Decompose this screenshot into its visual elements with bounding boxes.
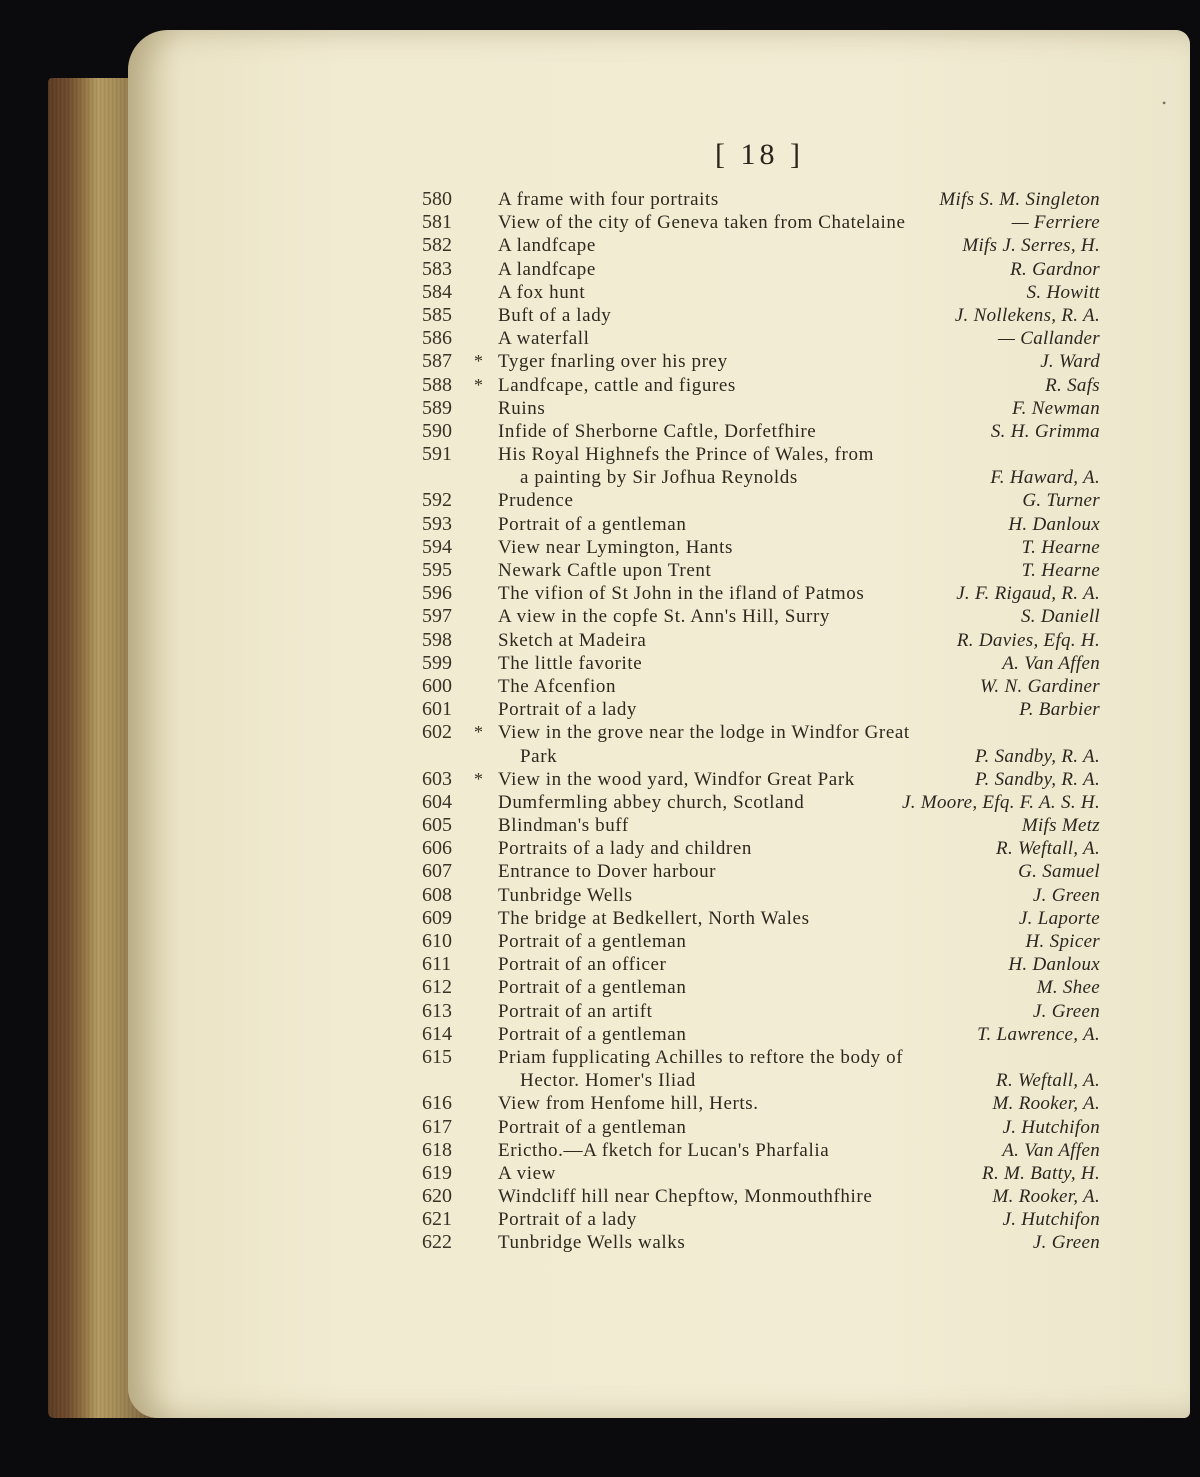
entry-artist: J. F. Rigaud, R. A. bbox=[956, 583, 1100, 605]
entry-number: 587 bbox=[422, 350, 452, 373]
entry-title: Infide of Sherborne Caftle, Dorfetfhire bbox=[498, 420, 817, 442]
entry-number: 600 bbox=[422, 674, 452, 697]
entry-artist: J. Laporte bbox=[1018, 907, 1100, 929]
catalogue-entry bbox=[420, 258, 1110, 281]
entry-artist: G. Samuel bbox=[1018, 861, 1100, 883]
entry-artist: J. Nollekens, R. A. bbox=[954, 304, 1100, 326]
entry-artist: Mifs S. M. Singleton bbox=[939, 189, 1100, 210]
entry-title: Portrait of an artift bbox=[498, 1000, 653, 1022]
entry-number: 614 bbox=[422, 1022, 452, 1045]
entry-artist: J. Moore, Efq. F. A. S. H. bbox=[902, 791, 1100, 813]
catalogue-entry bbox=[420, 536, 1110, 559]
new-work-asterisk: * bbox=[474, 351, 483, 372]
entry-artist: — Callander bbox=[997, 328, 1100, 350]
catalogue-entry bbox=[420, 629, 1110, 652]
entry-title: Prudence bbox=[498, 490, 574, 512]
entry-artist: J. Hutchifon bbox=[1002, 1209, 1100, 1231]
entry-title: a painting by Sir Jofhua Reynolds bbox=[520, 467, 798, 489]
catalogue-entry bbox=[420, 652, 1110, 675]
catalogue-entry bbox=[420, 304, 1110, 327]
entry-number: 588 bbox=[422, 373, 452, 396]
entry-number: 591 bbox=[422, 443, 452, 466]
entry-title: Park bbox=[520, 745, 558, 767]
entry-number: 597 bbox=[422, 605, 452, 628]
entry-number: 620 bbox=[422, 1185, 452, 1208]
catalogue-entry bbox=[420, 1092, 1110, 1115]
entry-title: Portrait of a gentleman bbox=[498, 931, 687, 952]
entry-number: 589 bbox=[422, 396, 452, 419]
catalogue-entry bbox=[420, 953, 1110, 976]
entry-title: Newark Caftle upon Trent bbox=[498, 560, 712, 581]
catalogue-entry bbox=[420, 791, 1110, 814]
catalogue-entry bbox=[420, 721, 1110, 744]
entry-number: 603 bbox=[422, 767, 452, 790]
entry-title: A view bbox=[498, 1162, 556, 1184]
entry-artist: S. Howitt bbox=[1026, 281, 1100, 303]
exhibition-catalogue-list bbox=[420, 188, 1110, 1255]
catalogue-entry bbox=[420, 860, 1110, 883]
entry-title: View from Henfome hill, Herts. bbox=[498, 1093, 759, 1115]
entry-number: 580 bbox=[422, 188, 452, 210]
entry-number: 582 bbox=[422, 234, 452, 257]
catalogue-entry bbox=[420, 698, 1110, 721]
entry-title: Erictho.—A fketch for Lucan's Pharfalia bbox=[498, 1139, 830, 1161]
entry-number: 605 bbox=[422, 814, 452, 837]
entry-title: The Afcenfion bbox=[498, 675, 617, 697]
entry-number: 616 bbox=[422, 1092, 452, 1115]
catalogue-entry bbox=[420, 1046, 1110, 1069]
entry-artist: R. Weftall, A. bbox=[996, 1070, 1100, 1092]
entry-number: 595 bbox=[422, 559, 452, 581]
entry-title: Portraits of a lady and children bbox=[498, 838, 752, 860]
catalogue-entry bbox=[420, 930, 1110, 953]
entry-artist: H. Spicer bbox=[1025, 931, 1100, 952]
catalogue-entry bbox=[420, 1231, 1110, 1254]
catalogue-entry bbox=[420, 513, 1110, 536]
catalogue-entry bbox=[420, 884, 1110, 907]
entry-title: A view in the copfe St. Ann's Hill, Surry bbox=[498, 606, 831, 628]
page-corner-mark: • bbox=[1162, 96, 1167, 110]
entry-title: Tunbridge Wells walks bbox=[498, 1232, 686, 1254]
entry-number: 593 bbox=[422, 512, 452, 535]
entry-number: 594 bbox=[422, 535, 452, 558]
catalogue-entry bbox=[420, 837, 1110, 860]
entry-artist: Mifs J. Serres, H. bbox=[962, 235, 1100, 257]
entry-title: A frame with four portraits bbox=[498, 189, 719, 210]
entry-artist: J. Green bbox=[1032, 1000, 1100, 1022]
catalogue-entry bbox=[420, 976, 1110, 999]
entry-title: Portrait of an officer bbox=[498, 954, 667, 976]
entry-title: A landfcape bbox=[498, 235, 596, 257]
entry-title: Dumfermling abbey church, Scotland bbox=[498, 791, 805, 813]
entry-artist: T. Hearne bbox=[1021, 536, 1100, 558]
catalogue-entry bbox=[420, 489, 1110, 512]
entry-artist: T. Hearne bbox=[1021, 560, 1100, 581]
catalogue-entry bbox=[420, 188, 1110, 211]
entry-title: Portrait of a gentleman bbox=[498, 977, 687, 999]
entry-artist: R. Davies, Efq. H. bbox=[956, 629, 1100, 651]
catalogue-entry bbox=[420, 1000, 1110, 1023]
entry-artist: R. M. Batty, H. bbox=[982, 1162, 1100, 1184]
entry-artist: H. Danloux bbox=[1008, 513, 1100, 535]
entry-number: 596 bbox=[422, 582, 452, 605]
catalogue-entry bbox=[420, 907, 1110, 930]
entry-number: 611 bbox=[422, 953, 452, 976]
entry-artist: P. Sandby, R. A. bbox=[975, 745, 1100, 767]
catalogue-entry bbox=[420, 675, 1110, 698]
entry-number: 607 bbox=[422, 860, 452, 883]
catalogue-entry bbox=[420, 1162, 1110, 1185]
catalogue-entry bbox=[420, 605, 1110, 628]
catalogue-entry bbox=[420, 374, 1110, 397]
entry-title: Blindman's buff bbox=[498, 815, 629, 837]
catalogue-entry bbox=[420, 1185, 1110, 1208]
entry-number: 604 bbox=[422, 790, 452, 813]
entry-title: Hector. Homer's Iliad bbox=[520, 1070, 696, 1092]
entry-title: Priam fupplicating Achilles to reftore the body of bbox=[498, 1046, 904, 1068]
entry-title: Sketch at Madeira bbox=[498, 629, 647, 651]
entry-artist: R. Safs bbox=[1045, 374, 1100, 396]
entry-title: Portrait of a gentleman bbox=[498, 1023, 687, 1045]
entry-artist: R. Gardnor bbox=[1010, 258, 1100, 280]
entry-artist: R. Weftall, A. bbox=[996, 838, 1100, 860]
new-work-asterisk: * bbox=[474, 722, 483, 743]
entry-number: 619 bbox=[422, 1161, 452, 1184]
entry-number: 584 bbox=[422, 280, 452, 303]
catalogue-entry bbox=[420, 582, 1110, 605]
catalogue-entry bbox=[420, 1139, 1110, 1162]
entry-title: Buft of a lady bbox=[498, 304, 612, 326]
entry-title: Portrait of a gentleman bbox=[498, 513, 687, 535]
catalogue-entry bbox=[420, 1023, 1110, 1046]
entry-artist: M. Shee bbox=[1036, 977, 1100, 999]
entry-title: View of the city of Geneva taken from Chatelaine bbox=[498, 212, 906, 234]
catalogue-entry bbox=[420, 234, 1110, 257]
catalogue-entry-continuation bbox=[420, 1069, 1110, 1092]
entry-artist: A. Van Affen bbox=[1002, 652, 1100, 674]
entry-number: 613 bbox=[422, 999, 452, 1022]
entry-artist: M. Rooker, A. bbox=[992, 1093, 1100, 1115]
entry-title: Portrait of a lady bbox=[498, 1209, 638, 1231]
entry-artist: J. Green bbox=[1032, 1232, 1100, 1254]
catalogue-entry-continuation bbox=[420, 745, 1110, 768]
entry-title: A landfcape bbox=[498, 258, 596, 280]
catalogue-entry bbox=[420, 559, 1110, 582]
entry-number: 592 bbox=[422, 489, 452, 512]
entry-title: The bridge at Bedkellert, North Wales bbox=[498, 907, 810, 929]
entry-artist: P. Barbier bbox=[1019, 699, 1100, 721]
catalogue-entry bbox=[420, 443, 1110, 466]
entry-number: 583 bbox=[422, 257, 452, 280]
catalogue-entry bbox=[420, 397, 1110, 420]
entry-artist: T. Lawrence, A. bbox=[977, 1023, 1100, 1045]
new-work-asterisk: * bbox=[474, 374, 483, 395]
entry-artist: J. Ward bbox=[1040, 351, 1100, 373]
entry-number: 602 bbox=[422, 721, 452, 744]
catalogue-entry bbox=[420, 281, 1110, 304]
entry-title: View in the wood yard, Windfor Great Park bbox=[498, 768, 855, 790]
catalogue-entry-continuation bbox=[420, 466, 1110, 489]
entry-title: Ruins bbox=[498, 397, 546, 419]
entry-number: 601 bbox=[422, 698, 452, 721]
catalogue-entry bbox=[420, 814, 1110, 837]
entry-number: 598 bbox=[422, 628, 452, 651]
catalogue-entry bbox=[420, 211, 1110, 234]
entry-artist: J. Green bbox=[1032, 884, 1100, 906]
entry-number: 617 bbox=[422, 1115, 452, 1138]
entry-number: 599 bbox=[422, 651, 452, 674]
entry-title: Entrance to Dover harbour bbox=[498, 861, 717, 883]
entry-title: A fox hunt bbox=[498, 281, 586, 303]
catalogue-entry bbox=[420, 420, 1110, 443]
entry-title: View in the grove near the lodge in Windfor Great bbox=[498, 722, 910, 744]
entry-number: 622 bbox=[422, 1231, 452, 1254]
entry-artist: S. Daniell bbox=[1021, 606, 1100, 628]
entry-artist: A. Van Affen bbox=[1002, 1139, 1100, 1161]
catalogue-entry bbox=[420, 1208, 1110, 1231]
entry-number: 606 bbox=[422, 837, 452, 860]
entry-title: The vifion of St John in the ifland of Patmos bbox=[498, 583, 865, 605]
new-work-asterisk: * bbox=[474, 768, 483, 789]
page-number: [ 18 ] bbox=[715, 138, 804, 171]
entry-number: 610 bbox=[422, 930, 452, 952]
entry-title: A waterfall bbox=[498, 328, 590, 350]
entry-artist: W. N. Gardiner bbox=[980, 675, 1100, 697]
entry-number: 615 bbox=[422, 1045, 452, 1068]
catalogue-entry bbox=[420, 768, 1110, 791]
entry-title: Portrait of a lady bbox=[498, 699, 638, 721]
entry-number: 608 bbox=[422, 883, 452, 906]
catalogue-entry bbox=[420, 1116, 1110, 1139]
entry-artist: F. Haward, A. bbox=[990, 467, 1100, 489]
entry-title: View near Lymington, Hants bbox=[498, 536, 734, 558]
entry-number: 612 bbox=[422, 976, 452, 999]
entry-title: Windcliff hill near Chepftow, Monmouthfhire bbox=[498, 1186, 873, 1208]
entry-artist: P. Sandby, R. A. bbox=[975, 768, 1100, 790]
entry-title: Portrait of a gentleman bbox=[498, 1116, 687, 1138]
entry-number: 590 bbox=[422, 419, 452, 442]
entry-artist: F. Newman bbox=[1012, 397, 1100, 419]
entry-number: 621 bbox=[422, 1208, 452, 1231]
entry-title: The little favorite bbox=[498, 652, 643, 674]
entry-artist: H. Danloux bbox=[1008, 954, 1100, 976]
catalogue-entry bbox=[420, 350, 1110, 373]
entry-title: Tyger fnarling over his prey bbox=[498, 351, 728, 373]
entry-number: 585 bbox=[422, 303, 452, 326]
entry-number: 581 bbox=[422, 211, 452, 234]
entry-title: His Royal Highnefs the Prince of Wales, from bbox=[498, 444, 874, 466]
entry-artist: S. H. Grimma bbox=[990, 420, 1100, 442]
entry-artist: Mifs Metz bbox=[1021, 815, 1100, 837]
entry-artist: G. Turner bbox=[1022, 490, 1100, 512]
entry-title: Tunbridge Wells bbox=[498, 884, 633, 906]
entry-artist: M. Rooker, A. bbox=[992, 1186, 1100, 1208]
entry-artist: J. Hutchifon bbox=[1002, 1116, 1100, 1138]
entry-title: Landfcape, cattle and figures bbox=[498, 374, 736, 396]
entry-number: 586 bbox=[422, 327, 452, 350]
entry-number: 609 bbox=[422, 906, 452, 929]
catalogue-entry bbox=[420, 327, 1110, 350]
entry-artist: — Ferriere bbox=[1011, 212, 1100, 234]
entry-number: 618 bbox=[422, 1138, 452, 1161]
